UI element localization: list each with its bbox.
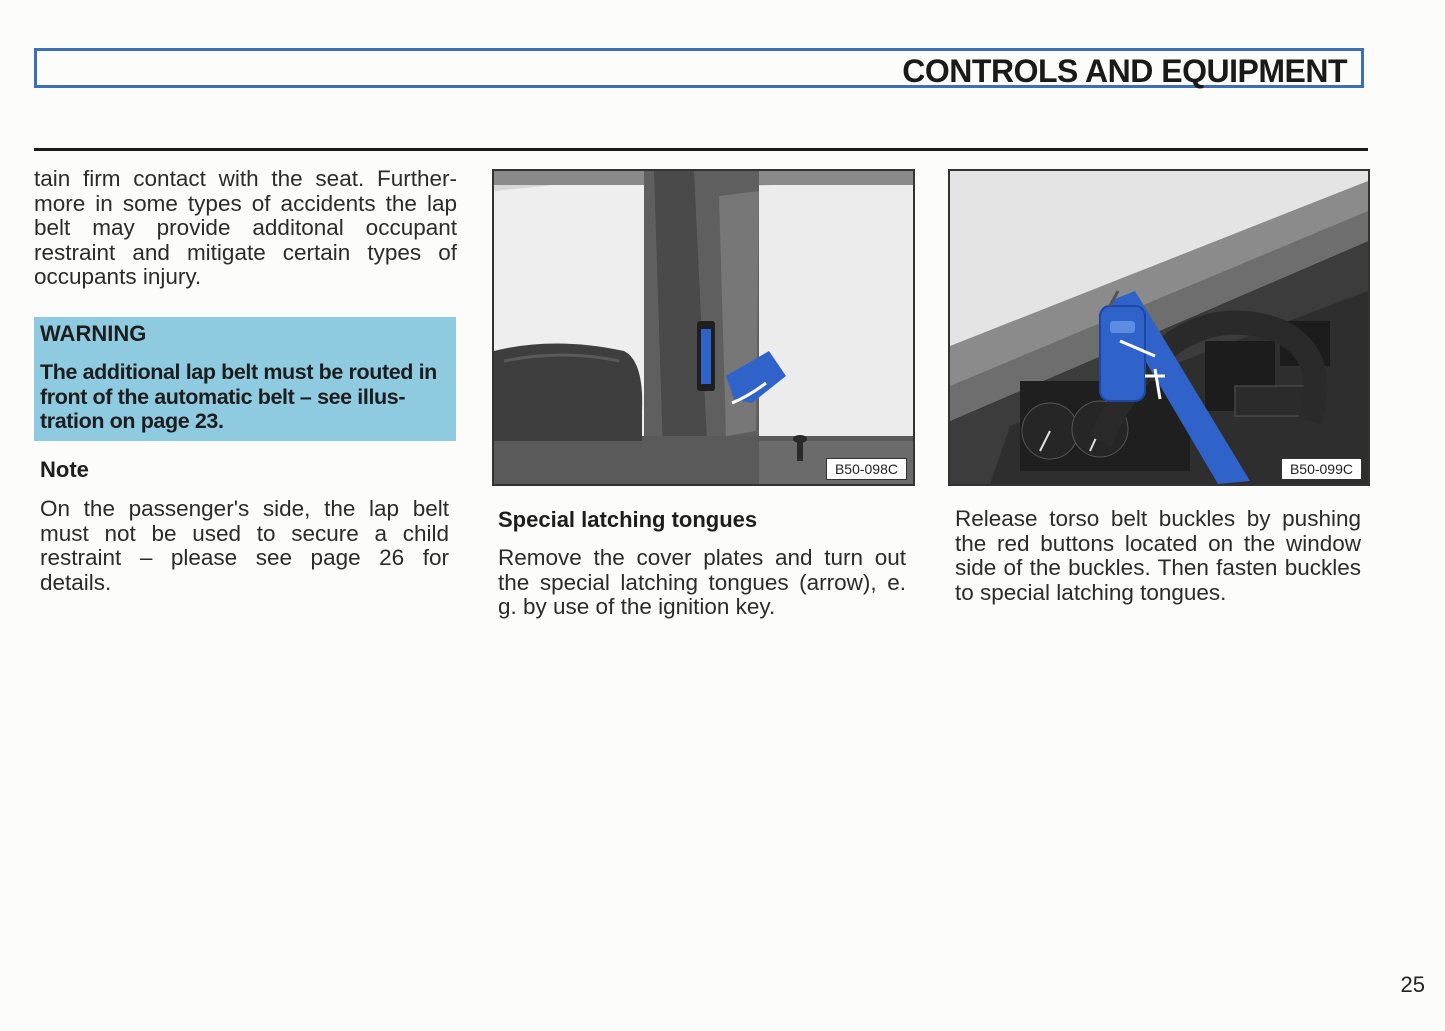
section-header-box — [34, 48, 1364, 88]
warning-text: The additional lap belt must be routed in front of the automatic belt – see illus-tration on page 23. — [40, 360, 437, 433]
dashboard-illustration — [950, 171, 1368, 484]
warning-heading: WARNING — [40, 321, 147, 346]
figure-code-label: B50-098C — [826, 458, 907, 480]
note-heading: Note — [40, 457, 89, 482]
special-tongues-heading: Special latching tongues — [498, 507, 758, 532]
header-rule — [34, 148, 1368, 151]
figure-belt-buckle-photo — [948, 169, 1370, 486]
section-title: CONTROLS AND EQUIPMENT — [902, 53, 1347, 89]
figure-latching-tongue-photo — [492, 169, 915, 486]
release-buckles-text: Release torso belt buckles by pushing the red buttons located on the window side of the buckles. Then fasten buckles to special latching tongues. — [955, 506, 1361, 605]
warning-box — [34, 317, 456, 441]
intro-paragraph: tain firm contact with the seat. Further-more in some types of accidents the lap belt may provide additonal occupant restraint and mitigate certain types of occupants injury. — [34, 166, 457, 289]
page-number: 25 — [1400, 972, 1425, 997]
pillar-illustration — [494, 171, 913, 484]
special-tongues-text: Remove the cover plates and turn out the special latching tongues (arrow), e. g. by use of the ignition key. — [498, 545, 906, 619]
note-text: On the passenger's side, the lap belt must not be used to secure a child restraint – please see page 26 for details. — [40, 496, 449, 595]
figure-code-label: B50-099C — [1281, 458, 1362, 480]
